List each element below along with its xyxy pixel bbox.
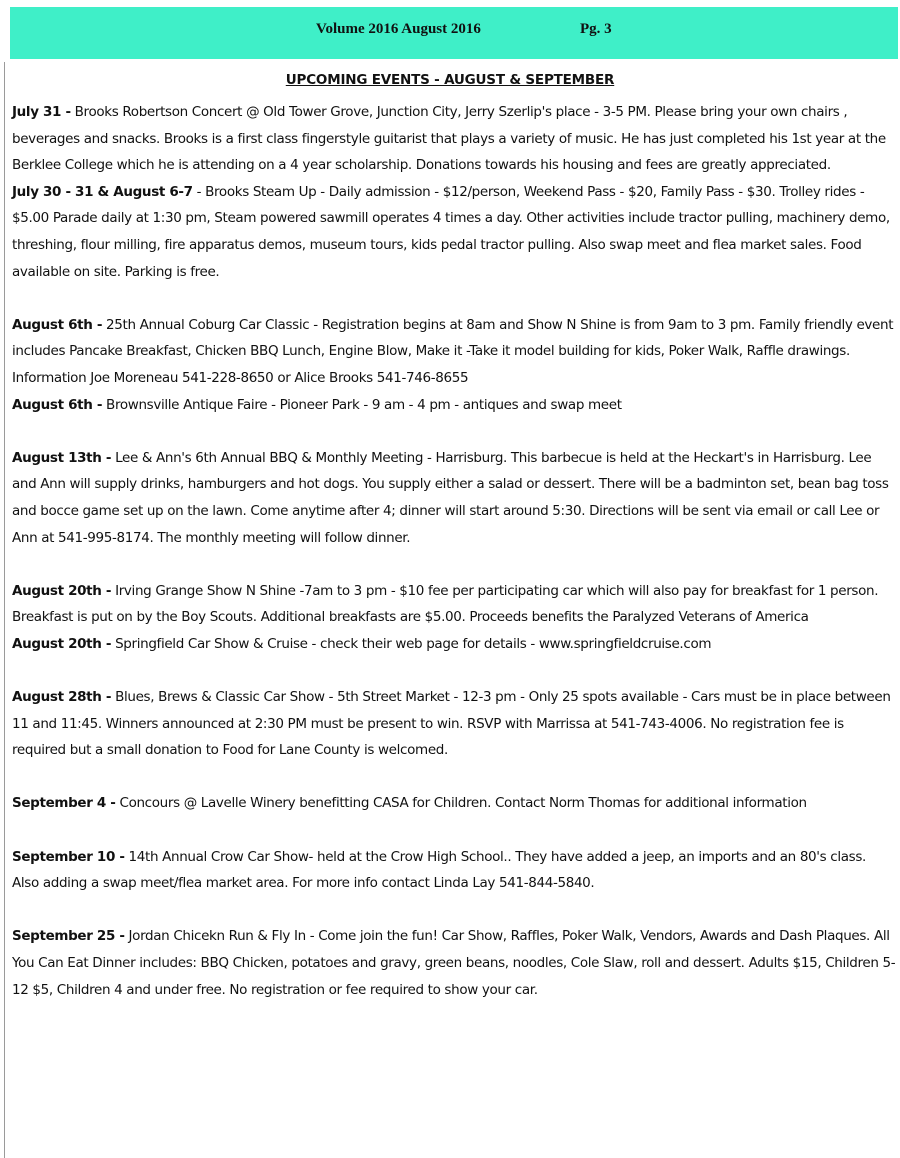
volume-label: Volume 2016 August 2016 <box>316 21 481 37</box>
left-margin-rule <box>4 62 5 1158</box>
event-item <box>12 445 896 551</box>
event-description: Brownsville Antique Faire - Pioneer Park - 9 am - 4 pm - antiques and swap meet <box>102 396 622 413</box>
event-date: September 25 - <box>12 928 125 945</box>
event-item <box>12 392 896 419</box>
event-description: 25th Annual Coburg Car Classic - Registration begins at 8am and Show N Shine is from 9am to 3 pm. Family friendly event includes Pancake Breakfast, Chicken BBQ Lunch, Engine Blow, Make it -Take it model building for kids, Poker Walk, Raffle drawings. Information Joe Moreneau 541-228-8650 or Alice Brooks 541-746-8655 <box>12 316 894 386</box>
event-description: Concours @ Lavelle Winery benefitting CASA for Children. Contact Norm Thomas for additional information <box>115 795 807 812</box>
event-description: Springfield Car Show & Cruise - check their web page for details - www.springfieldcruise.com <box>111 635 712 652</box>
event-item <box>12 312 896 392</box>
event-date: August 6th - <box>12 316 103 333</box>
event-date: July 30 - 31 & August 6-7 <box>12 183 193 200</box>
event-item <box>12 684 896 764</box>
event-item <box>12 923 896 1003</box>
event-item <box>12 578 896 631</box>
header-band <box>10 7 898 59</box>
event-date: August 28th - <box>12 689 112 706</box>
event-item <box>12 179 896 285</box>
event-item <box>12 790 896 817</box>
event-description: 14th Annual Crow Car Show- held at the Crow High School.. They have added a jeep, an imports and an 80's class. Also adding a swap meet/flea market area. For more info contact Linda Lay 541-844-5840. <box>12 848 866 892</box>
event-date: August 13th - <box>12 449 112 466</box>
event-description: Jordan Chicekn Run & Fly In - Come join the fun! Car Show, Raffles, Poker Walk, Vendors, Awards and Dash Plaques. All You Can Eat Dinner includes: BBQ Chicken, potatoes and gravy, green beans, noodles, Cole Slaw, roll and dessert. Adults $15, Children 5-12 $5, Children 4 and under free. No registration or fee required to show your car. <box>12 928 896 998</box>
event-description: Brooks Robertson Concert @ Old Tower Grove, Junction City, Jerry Szerlip's place - 3-5 PM. Please bring your own chairs , beverages and snacks. Brooks is a first class fingerstyle guitarist that plays a variety of music. He has just completed his 1st year at the Berklee College which he is attending on a 4 year scholarship. Donations towards his housing and fees are greatly appreciated. <box>12 104 886 174</box>
event-date: August 6th - <box>12 396 103 413</box>
events-list <box>12 99 896 1003</box>
event-date: August 20th - <box>12 635 112 652</box>
event-item <box>12 631 896 658</box>
event-date: July 31 - <box>12 104 71 120</box>
page-number: Pg. 3 <box>580 21 612 37</box>
event-date: August 20th - <box>12 582 112 599</box>
event-date: September 10 - <box>12 848 125 865</box>
event-item <box>12 99 896 179</box>
event-date: September 4 - <box>12 795 116 812</box>
event-item <box>12 844 896 897</box>
event-description: Lee & Ann's 6th Annual BBQ & Monthly Meeting - Harrisburg. This barbecue is held at the Heckart's in Harrisburg. Lee and Ann will supply drinks, hamburgers and hot dogs. You supply either a salad or dessert. There will be a badminton set, bean bag toss and bocce game set up on the lawn. Come anytime after 4; dinner will start around 5:30. Directions will be sent via email or call Lee or Ann at 541-995-8174. The monthly meeting will follow dinner. <box>12 449 889 546</box>
event-description: Blues, Brews & Classic Car Show - 5th Street Market - 12-3 pm - Only 25 spots available - Cars must be in place between 11 and 11:45. Winners announced at 2:30 PM must be present to win. RSVP with Marrissa at 541-743-4006. No registration fee is required but a small donation to Food for Lane County is welcomed. <box>12 689 891 759</box>
event-description: - Brooks Steam Up - Daily admission - $12/person, Weekend Pass - $20, Family Pass - $30. Trolley rides - $5.00 Parade daily at 1:30 pm, Steam powered sawmill operates 4 times a day. Other activities include tractor pulling, machinery demo, threshing, flour milling, fire apparatus demos, museum tours, kids pedal tractor pulling. Also swap meet and flea market sales. Food available on site. Parking is free. <box>12 183 890 280</box>
event-description: Irving Grange Show N Shine -7am to 3 pm - $10 fee per participating car which will also pay for breakfast for 1 person. Breakfast is put on by the Boy Scouts. Additional breakfasts are $5.00. Proceeds benefits the Paralyzed Veterans of America <box>12 582 879 626</box>
section-title: UPCOMING EVENTS - AUGUST & SEPTEMBER <box>285 72 615 88</box>
